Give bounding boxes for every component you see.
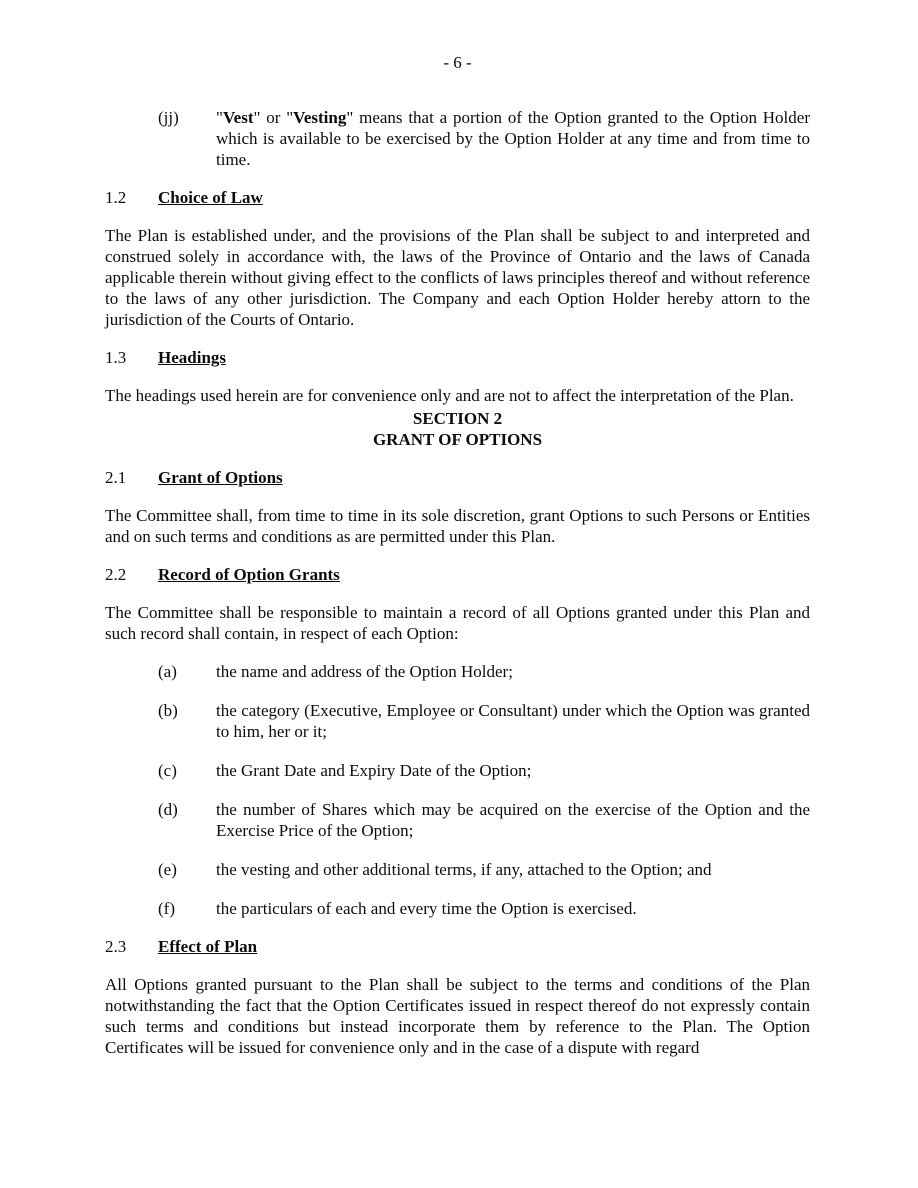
- defined-term-vest: Vest: [222, 108, 254, 127]
- list-item-text: the category (Executive, Employee or Consultant) under which the Option was granted to him, her or it;: [216, 701, 810, 741]
- section-heading-2-1: [105, 467, 810, 488]
- list-item-e: [105, 859, 810, 880]
- list-item-label: (b): [158, 701, 178, 720]
- definition-text: [216, 107, 810, 170]
- definition-label: (jj): [158, 108, 179, 127]
- section-number: 2.2: [105, 565, 127, 584]
- definition-open-quote: ": [216, 108, 223, 127]
- list-item-text: the particulars of each and every time the Option is exercised.: [216, 899, 637, 918]
- section-title: Record of Option Grants: [158, 565, 340, 584]
- paragraph-record-of-option-grants: The Committee shall be responsible to maintain a record of all Options granted under this Plan and such record shall contain, in respect of each Option:: [105, 603, 810, 643]
- list-item-c: [105, 760, 810, 781]
- section-number: 1.2: [105, 188, 127, 207]
- list-item-a: [105, 661, 810, 682]
- section-heading-2-3: [105, 936, 810, 957]
- section-2-banner-line2: GRANT OF OPTIONS: [372, 430, 543, 449]
- section-title: Headings: [158, 348, 227, 367]
- list-item-d: [105, 799, 810, 841]
- paragraph-choice-of-law: The Plan is established under, and the provisions of the Plan shall be subject to and interpreted and construed solely in accordance with, the laws of the Province of Ontario and the laws of Canada applicable therein without giving effect to the conflicts of laws principles thereof and without reference to the laws of any other jurisdiction. The Company and each Option Holder hereby attorn to the jurisdiction of the Courts of Ontario.: [105, 226, 810, 329]
- list-item-text: the name and address of the Option Holder;: [216, 662, 513, 681]
- section-number: 1.3: [105, 348, 127, 367]
- section-2-banner: [105, 408, 810, 450]
- section-number: 2.1: [105, 468, 127, 487]
- list-item-label: (d): [158, 800, 178, 819]
- section-title: Grant of Options: [158, 468, 283, 487]
- paragraph-headings: The headings used herein are for convenience only and are not to affect the interpretation of the Plan.: [105, 386, 794, 405]
- definition-between: " or ": [253, 108, 294, 127]
- list-item-label: (e): [158, 860, 177, 879]
- page-number: - 6 -: [443, 53, 472, 72]
- list-item-label: (c): [158, 761, 177, 780]
- section-title: Choice of Law: [158, 188, 263, 207]
- section-2-banner-line1: SECTION 2: [412, 409, 503, 428]
- list-item-b: [105, 700, 810, 742]
- list-item-f: [105, 898, 810, 919]
- list-item-text: the vesting and other additional terms, if any, attached to the Option; and: [216, 860, 712, 879]
- list-item-label: (f): [158, 899, 175, 918]
- list-item-text: the Grant Date and Expiry Date of the Option;: [216, 761, 532, 780]
- definition-rest: " means that a portion of the Option granted to the Option Holder which is available to be exercised by the Option Holder at any time and from time to time.: [216, 108, 810, 169]
- definition-item-jj: [105, 107, 810, 170]
- list-item-label: (a): [158, 662, 177, 681]
- record-items-list: [105, 661, 810, 919]
- section-title: Effect of Plan: [158, 937, 258, 956]
- section-heading-1-3: [105, 347, 810, 368]
- paragraph-grant-of-options: The Committee shall, from time to time in its sole discretion, grant Options to such Persons or Entities and on such terms and conditions as are permitted under this Plan.: [105, 506, 810, 546]
- section-heading-1-2: [105, 187, 810, 208]
- section-heading-2-2: [105, 564, 810, 585]
- defined-term-vesting: Vesting: [293, 108, 347, 127]
- section-number: 2.3: [105, 937, 127, 956]
- paragraph-effect-of-plan: All Options granted pursuant to the Plan shall be subject to the terms and conditions of the Plan notwithstanding the fact that the Option Certificates issued in respect thereof do not expressly contain such terms and conditions but instead incorporate them by reference to the Plan. The Option Certificates will be issued for convenience only and in the case of a dispute with regard: [105, 975, 810, 1057]
- list-item-text: the number of Shares which may be acquired on the exercise of the Option and the Exercise Price of the Option;: [216, 800, 810, 840]
